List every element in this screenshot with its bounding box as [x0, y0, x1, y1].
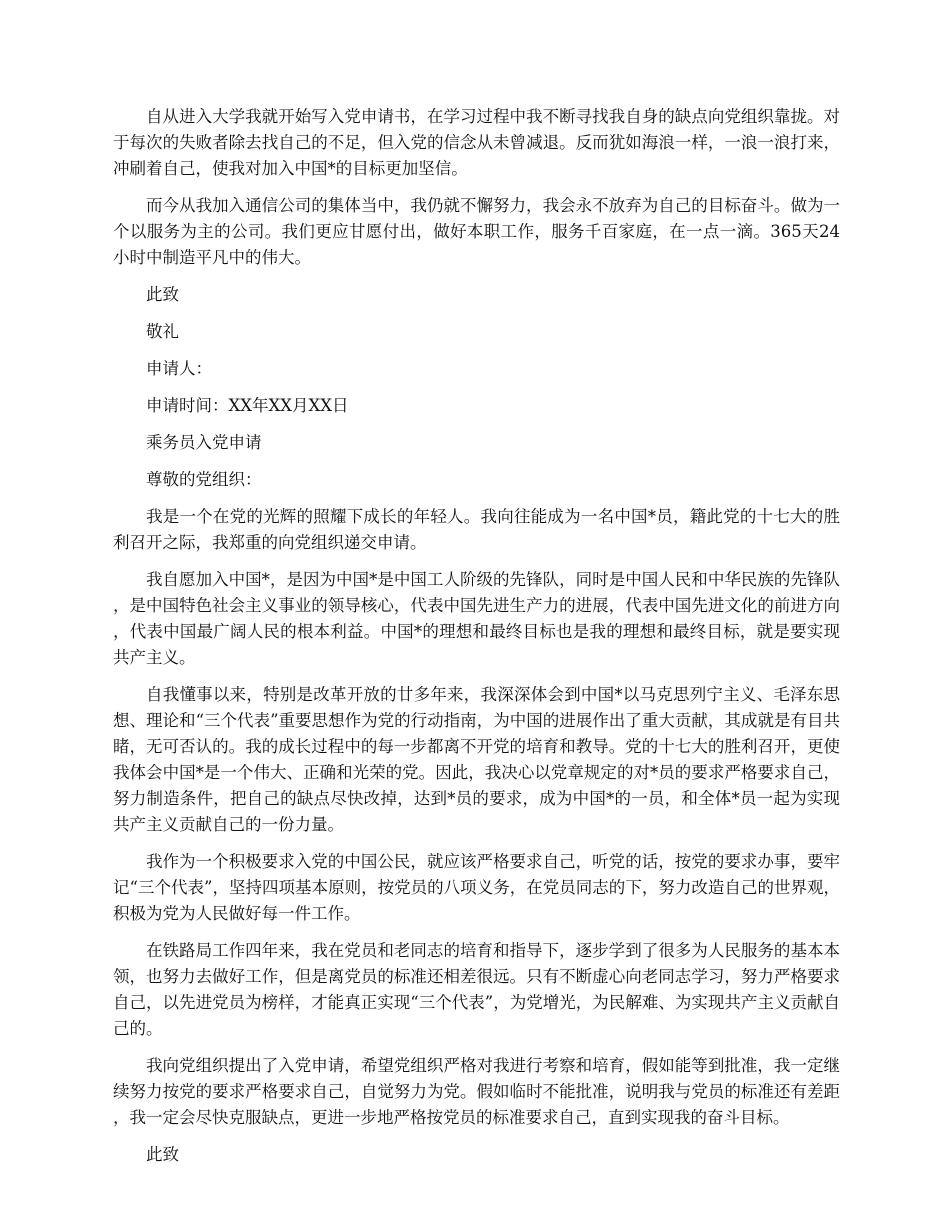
paragraph-reasons: 我自愿加入中国*，是因为中国*是中国工人阶级的先锋队，同时是中国人民和中华民族的先锋队，是中国特色社会主义事业的领导核心，代表中国先进生产力的进展，代表中国先进文化的前进方向，代表中国最广阔人民的根本利益。中国*的理想和最终目标也是我的理想和最终目标，就是要实现共产主义。	[113, 570, 840, 667]
paragraph-company: 而今从我加入通信公司的集体当中，我仍就不懈努力，我会永不放弃为自己的目标奋斗。做为一个以服务为主的公司。我们更应甘愿付出，做好本职工作，服务千百家庭，在一点一滴。365天24小时中制造平凡中的伟大。	[113, 196, 840, 267]
application-date: 申请时间：XX年XX月XX日	[146, 396, 349, 415]
paragraph-intro: 自从进入大学我就开始写入党申请书，在学习过程中我不断寻找我自身的缺点向党组织靠拢。对于每次的失败者除去找自己的不足，但入党的信念从未曾减退。反而犹如海浪一样，一浪一浪打来，冲刷着自己，使我对加入中国*的目标更加坚信。	[113, 107, 840, 178]
closing-salutation: 此致	[146, 285, 179, 304]
closing-salutation-2: 此致	[146, 1145, 179, 1164]
section-title: 乘务员入党申请	[146, 433, 262, 452]
applicant-label: 申请人：	[146, 359, 212, 378]
paragraph-work-experience: 在铁路局工作四年来，我在党员和老同志的培育和指导下，逐步学到了很多为人民服务的基本本领，也努力去做好工作，但是离党员的标准还相差很远。只有不断虚心向老同志学习，努力严格要求自己，以先进党员为榜样，才能真正实现“三个代表”，为党增光，为民解难、为实现共产主义贡献自己的。	[113, 941, 840, 1038]
document-page	[113, 104, 840, 1179]
paragraph-understanding: 自我懂事以来，特别是改革开放的廿多年来，我深深体会到中国*以马克思列宁主义、毛泽东思想、理论和“三个代表”重要思想作为党的行动指南，为中国的进展作出了重大贡献，其成就是有目共睹，无可否认的。我的成长过程中的每一步都离不开党的培育和教导。党的十七大的胜利召开，更使我体会中国*是一个伟大、正确和光荣的党。因此，我决心以党章规定的对*员的要求严格要求自己，努力制造条件，把自己的缺点尽快改掉，达到*员的要求，成为中国*的一员，和全体*员一起为实现共产主义贡献自己的一份力量。	[113, 685, 840, 834]
paragraph-young-person: 我是一个在党的光辉的照耀下成长的年轻人。我向往能成为一名中国*员，籍此党的十七大的胜利召开之际，我郑重的向党组织递交申请。	[113, 507, 840, 552]
greeting: 尊敬的党组织：	[146, 470, 262, 489]
paragraph-request: 我向党组织提出了入党申请，希望党组织严格对我进行考察和培育，假如能等到批准，我一定继续努力按党的要求严格要求自己，自觉努力为党。假如临时不能批准，说明我与党员的标准还有差距，我一定会尽快克服缺点，更进一步地严格按党员的标准要求自己，直到实现我的奋斗目标。	[113, 1056, 840, 1127]
closing-regards: 敬礼	[146, 322, 179, 341]
paragraph-commitment: 我作为一个积极要求入党的中国公民，就应该严格要求自己，听党的话，按党的要求办事，要牢记“三个代表”，坚持四项基本原则，按党员的八项义务，在党员同志的下，努力改造自己的世界观，积极为党为人民做好每一件工作。	[113, 852, 840, 923]
